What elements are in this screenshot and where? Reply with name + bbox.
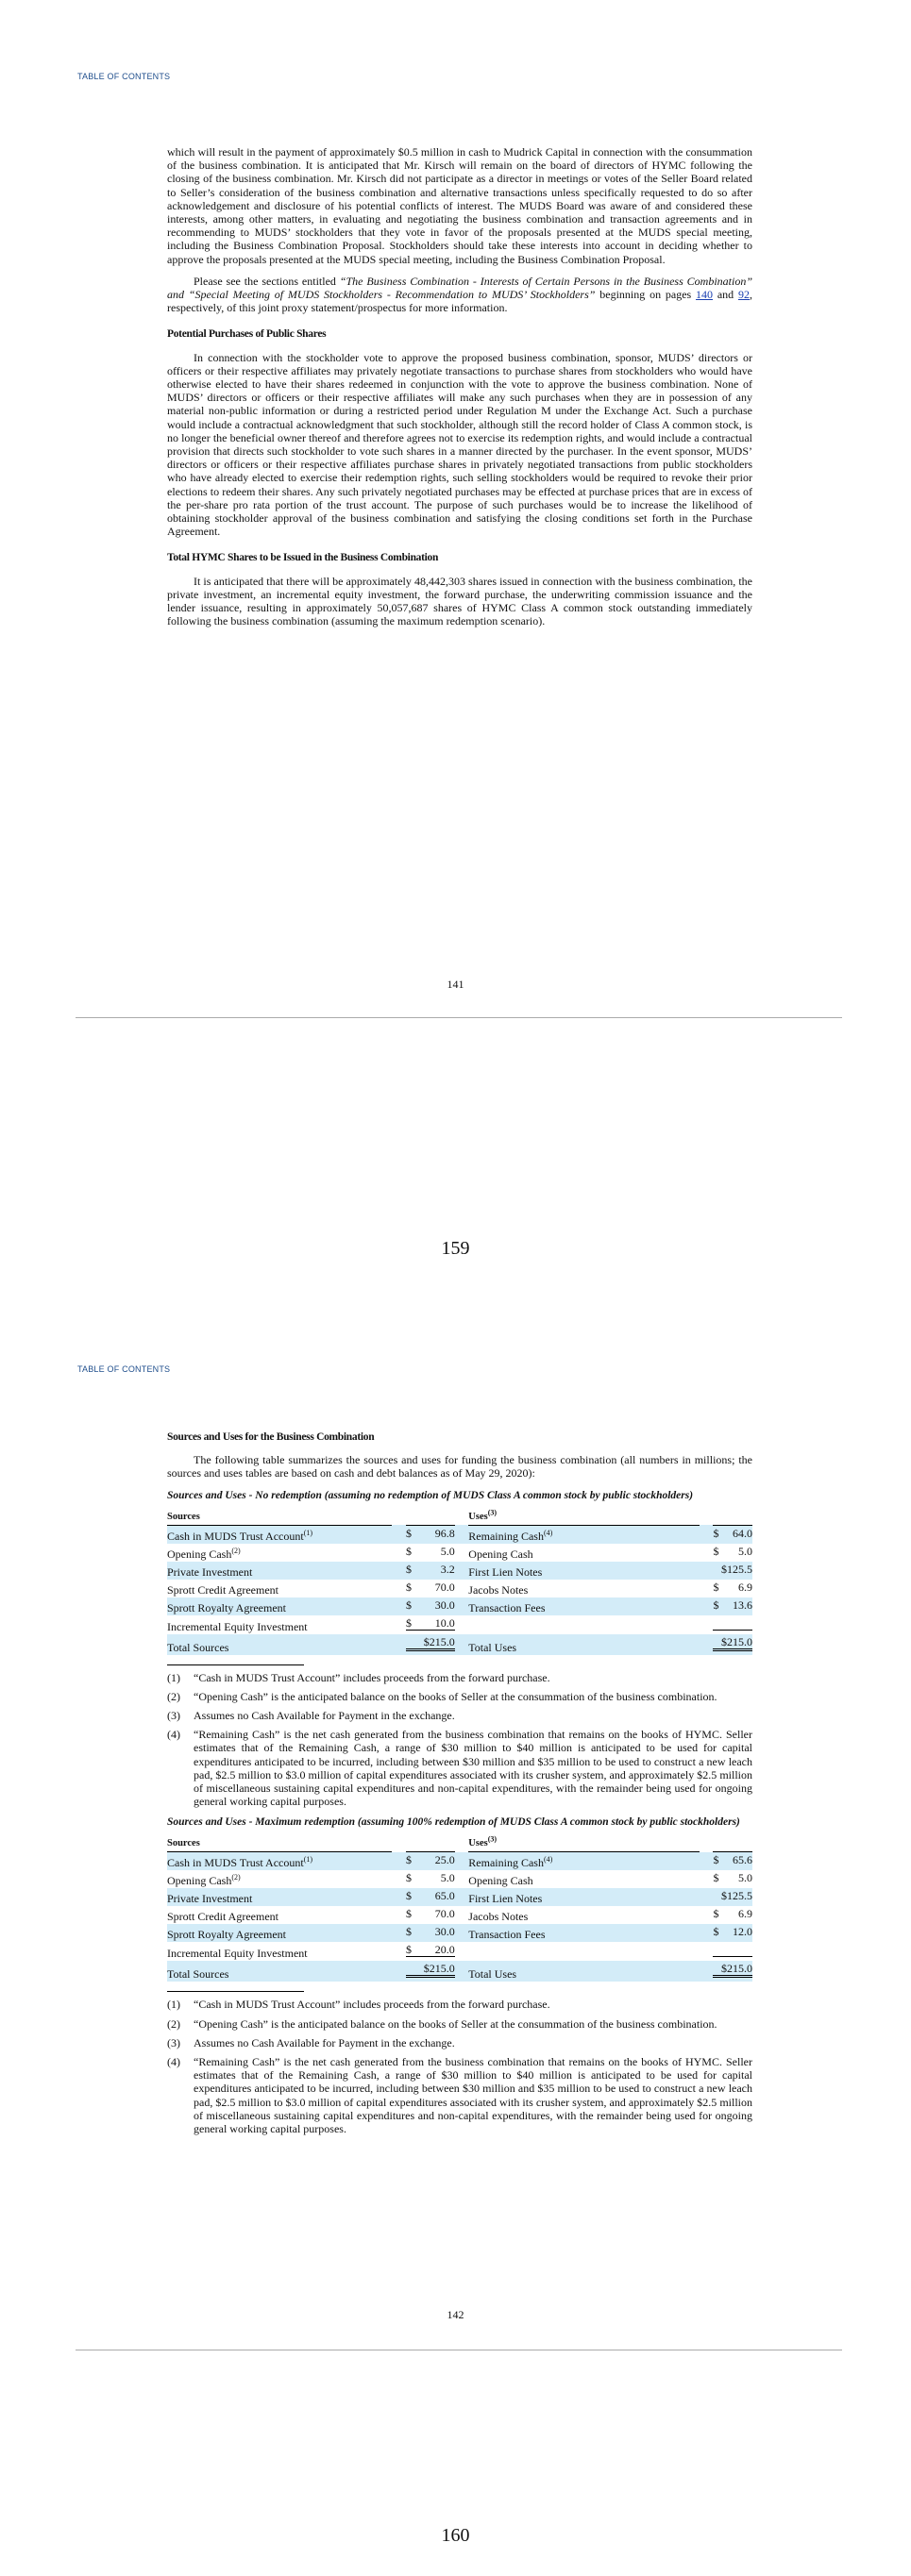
heading-total-hymc-shares: Total HYMC Shares to be Issued in the Business Combination (167, 552, 439, 564)
source-amount (406, 1615, 455, 1634)
amount-value: $215.0 (721, 1962, 752, 1976)
cell-spacer (455, 1888, 469, 1906)
source-label (167, 1924, 392, 1942)
cell-spacer (455, 1615, 469, 1634)
cell-spacer (455, 1544, 469, 1562)
use-label (468, 1525, 700, 1544)
amount-box (406, 1563, 455, 1576)
amount-box (406, 1598, 455, 1612)
cell-spacer (455, 1597, 469, 1615)
dollar-sign: $ (713, 1853, 719, 1867)
source-label (167, 1961, 392, 1982)
dollar-sign: $ (405, 1889, 412, 1903)
header-spacer (700, 1836, 714, 1852)
amount-box (713, 1871, 752, 1884)
dollar-sign: $ (405, 1526, 412, 1540)
column-header-uses (468, 1510, 700, 1526)
use-label (468, 1597, 700, 1615)
cell-spacer (700, 1942, 714, 1961)
use-label (468, 1924, 700, 1942)
footnote-ref: (3) (487, 1508, 498, 1517)
dollar-sign: $ (713, 1597, 719, 1612)
amount-box (713, 1889, 752, 1902)
cell-spacer (700, 1597, 714, 1615)
use-name: Opening Cash (468, 1547, 533, 1561)
source-amount (406, 1544, 455, 1562)
dollar-sign: $ (405, 1943, 412, 1957)
section-titles: “The Business Combination - Interests of Certain Persons in the Business Combination” and “Special Meeting of MUDS Stockholders - Recommendation to MUDS’ Stockholders” (167, 274, 752, 302)
source-label (167, 1544, 392, 1562)
dollar-sign: $ (713, 1925, 719, 1939)
cell-spacer (392, 1924, 406, 1942)
table-row (167, 1888, 752, 1906)
dollar-sign: $ (405, 1907, 412, 1921)
use-label (468, 1906, 700, 1924)
amount-value: $125.5 (721, 1889, 752, 1903)
amount-value: 6.9 (738, 1907, 752, 1921)
amount-box (713, 1907, 752, 1920)
table-of-contents-link[interactable]: TABLE OF CONTENTS (77, 72, 171, 81)
header-spacer (392, 1836, 406, 1852)
cell-spacer (392, 1888, 406, 1906)
cell-spacer (455, 1924, 469, 1942)
footnote-text: “Remaining Cash” is the net cash generated from the business combination that remains on the books of HYMC. Seller estimates that of the Remaining Cash, a range of $30 million to $40 million is anticipated to be used for capital expenditures anticipated to be incurred, including between $30 million and $35 million to be used to construct a new leach pad, $2.5 million to $3.0 million of capital expenditures associated with its crusher system, and approximately $2.5 million of miscellaneous sustaining capital expenditures and non-capital expenditures, with the remainder being used for ongoing general working capital purposes. (194, 2055, 752, 2136)
amount-box (406, 1545, 455, 1558)
cell-spacer (392, 1870, 406, 1888)
header-spacer (406, 1836, 455, 1852)
footnote-mark: (1) (167, 1998, 180, 2012)
source-name: Private Investment (167, 1892, 253, 1906)
footnote (167, 2055, 752, 2135)
column-header-sources: Sources (167, 1836, 392, 1852)
use-label (468, 1544, 700, 1562)
source-name: Private Investment (167, 1564, 253, 1579)
cell-spacer (455, 1942, 469, 1961)
footnote-ref: (4) (543, 1528, 553, 1537)
amount-value: 20.0 (434, 1943, 455, 1957)
cell-spacer (392, 1544, 406, 1562)
amount-value: 10.0 (434, 1615, 455, 1630)
source-label (167, 1634, 392, 1655)
cell-spacer (392, 1562, 406, 1580)
amount-box (713, 1962, 752, 1978)
footnote-text: “Cash in MUDS Trust Account” includes proceeds from the forward purchase. (194, 1670, 550, 1684)
use-label (468, 1615, 700, 1634)
text: , respectively, of this joint proxy statement/prospectus for more information. (167, 288, 752, 315)
amount-box (406, 1527, 455, 1540)
amount-box (406, 1943, 455, 1957)
source-name: Incremental Equity Investment (167, 1619, 308, 1633)
use-name: Total Uses (468, 1967, 517, 1982)
use-amount (713, 1634, 752, 1655)
use-name: First Lien Notes (468, 1564, 543, 1579)
amount-value: 25.0 (434, 1853, 455, 1867)
header-spacer (455, 1836, 469, 1852)
page-divider (76, 1017, 842, 1018)
table-row (167, 1597, 752, 1615)
amount-value: $125.5 (721, 1562, 752, 1576)
table1-title: Sources and Uses - No redemption (assuming no redemption of MUDS Class A common stock by public stockholders) (167, 1489, 694, 1501)
dollar-sign: $ (713, 1544, 719, 1558)
table2-title: Sources and Uses - Maximum redemption (assuming 100% redemption of MUDS Class A common stock by public stockholders) (167, 1816, 740, 1829)
dollar-sign: $ (713, 1526, 719, 1540)
cell-spacer (455, 1961, 469, 1982)
text: beginning on pages (595, 288, 697, 302)
header-spacer (406, 1510, 455, 1526)
source-amount (406, 1597, 455, 1615)
use-amount (713, 1525, 752, 1544)
source-name: Cash in MUDS Trust Account (167, 1856, 304, 1870)
cell-spacer (392, 1634, 406, 1655)
amount-box (713, 1598, 752, 1612)
cell-spacer (700, 1852, 714, 1871)
footnote-mark: (4) (167, 2055, 180, 2069)
cell-spacer (700, 1888, 714, 1906)
source-amount (406, 1580, 455, 1597)
dollar-sign: $ (405, 1615, 412, 1630)
source-amount (406, 1852, 455, 1871)
amount-value: 65.6 (733, 1853, 752, 1867)
table-row (167, 1634, 752, 1655)
source-label (167, 1580, 392, 1597)
cell-spacer (455, 1562, 469, 1580)
amount-value: 6.9 (738, 1580, 752, 1594)
dollar-sign: $ (405, 1544, 412, 1558)
use-amount (713, 1597, 752, 1615)
dollar-sign: $ (713, 1580, 719, 1594)
cell-spacer (700, 1961, 714, 1982)
cell-spacer (392, 1852, 406, 1871)
footnote-ref: (2) (231, 1873, 241, 1882)
table-row (167, 1906, 752, 1924)
source-label (167, 1888, 392, 1906)
dollar-sign: $ (405, 1580, 412, 1594)
header-spacer (455, 1510, 469, 1526)
source-name: Opening Cash (167, 1547, 232, 1561)
use-amount (713, 1924, 752, 1942)
amount-box (406, 1907, 455, 1920)
use-name: Transaction Fees (468, 1600, 546, 1614)
footnote-text: Assumes no Cash Available for Payment in the exchange. (194, 1709, 455, 1723)
amount-value: 96.8 (434, 1526, 455, 1540)
amount-value: $215.0 (721, 1634, 752, 1648)
use-label (468, 1870, 700, 1888)
table-row (167, 1562, 752, 1580)
cell-spacer (455, 1852, 469, 1871)
cell-spacer (700, 1544, 714, 1562)
amount-box (713, 1563, 752, 1576)
footnote-text: “Opening Cash” is the anticipated balance on the books of Seller at the consummation of the business combination. (194, 1689, 717, 1703)
pdf-page-number: 159 (441, 1238, 470, 1259)
cell-spacer (700, 1634, 714, 1655)
cell-spacer (700, 1615, 714, 1634)
footnote (167, 2036, 752, 2049)
source-amount (406, 1525, 455, 1544)
table-row (167, 1924, 752, 1942)
cell-spacer (700, 1525, 714, 1544)
cell-spacer (700, 1870, 714, 1888)
footnote-text: “Cash in MUDS Trust Account” includes proceeds from the forward purchase. (194, 1998, 550, 2012)
use-name: Jacobs Notes (468, 1582, 529, 1597)
use-name: Transaction Fees (468, 1928, 546, 1942)
amount-box (713, 1527, 752, 1540)
source-name: Cash in MUDS Trust Account (167, 1529, 304, 1543)
cell-spacer (700, 1924, 714, 1942)
amount-box (406, 1635, 455, 1651)
source-amount (406, 1888, 455, 1906)
page1-body (167, 145, 752, 637)
column-header-uses (468, 1836, 700, 1852)
source-name: Total Sources (167, 1640, 229, 1654)
dollar-sign: $ (405, 1562, 412, 1576)
use-label (468, 1580, 700, 1597)
page2-body (167, 1430, 752, 2141)
footnote-mark: (2) (167, 1689, 180, 1703)
amount-box (713, 1925, 752, 1938)
cell-spacer (455, 1634, 469, 1655)
amount-box (406, 1616, 455, 1631)
cell-spacer (700, 1580, 714, 1597)
use-name: Opening Cash (468, 1874, 533, 1888)
footnote-text: “Opening Cash” is the anticipated balance on the books of Seller at the consummation of the business combination. (194, 2016, 717, 2031)
amount-value: 5.0 (738, 1871, 752, 1885)
source-amount (406, 1906, 455, 1924)
use-name: First Lien Notes (468, 1892, 543, 1906)
use-amount (713, 1961, 752, 1982)
source-label (167, 1597, 392, 1615)
amount-box (406, 1581, 455, 1594)
dollar-sign: $ (405, 1597, 412, 1612)
amount-value: 30.0 (434, 1925, 455, 1939)
source-amount (406, 1634, 455, 1655)
dollar-sign: $ (713, 1907, 719, 1921)
footnote (167, 1671, 752, 1684)
use-amount (713, 1888, 752, 1906)
footnote-mark: (4) (167, 1728, 180, 1742)
source-label (167, 1562, 392, 1580)
header-spacer (700, 1510, 714, 1526)
footnote-mark: (1) (167, 1670, 180, 1684)
use-name: Remaining Cash (468, 1856, 544, 1870)
amount-value: 5.0 (738, 1544, 752, 1558)
dollar-sign: $ (405, 1853, 412, 1867)
dollar-sign: $ (405, 1871, 412, 1885)
table-row (167, 1852, 752, 1871)
table-row (167, 1961, 752, 1982)
use-name: Total Uses (468, 1640, 517, 1654)
amount-box (406, 1853, 455, 1866)
source-amount (406, 1870, 455, 1888)
footnote-text: “Remaining Cash” is the net cash generated from the business combination that remains on the books of HYMC. Seller estimates that of the Remaining Cash, a range of $30 million to $40 million is anticipated to be used for capital expenditures anticipated to be incurred, including between $30 million and $35 million to be used to construct a new leach pad, $2.5 million to $3.0 million of capital expenditures associated with its crusher system, and approximately $2.5 million of miscellaneous sustaining capital expenditures and non-capital expenditures, with the remainder being used for ongoing general working capital purposes. (194, 1728, 752, 1809)
amount-box (713, 1616, 752, 1631)
footnote-ref: (1) (303, 1855, 313, 1865)
column-header-uses-label: Uses (468, 1511, 488, 1522)
source-name: Total Sources (167, 1967, 229, 1982)
amount-value: 64.0 (733, 1526, 752, 1540)
use-amount (713, 1580, 752, 1597)
footnote-mark: (3) (167, 1709, 180, 1723)
source-name: Opening Cash (167, 1874, 232, 1888)
source-amount (406, 1942, 455, 1961)
amount-value: 3.2 (440, 1562, 455, 1576)
page-link-92[interactable]: 92 (738, 288, 750, 302)
amount-value: 65.0 (434, 1889, 455, 1903)
use-name: Jacobs Notes (468, 1910, 529, 1924)
dollar-sign: $ (405, 1925, 412, 1939)
footnote-ref: (4) (543, 1855, 553, 1865)
amount-box (406, 1925, 455, 1938)
amount-value: 5.0 (440, 1871, 455, 1885)
amount-value: 12.0 (733, 1925, 752, 1939)
use-label (468, 1888, 700, 1906)
use-amount (713, 1942, 752, 1961)
footnote-mark: (2) (167, 2016, 180, 2031)
footnote (167, 1709, 752, 1722)
source-label (167, 1870, 392, 1888)
cell-spacer (700, 1562, 714, 1580)
cell-spacer (700, 1906, 714, 1924)
table-row (167, 1525, 752, 1544)
amount-value: $215.0 (423, 1634, 455, 1648)
cell-spacer (455, 1870, 469, 1888)
source-name: Sprott Credit Agreement (167, 1582, 278, 1597)
text: Please see the sections entitled (194, 274, 340, 288)
use-name: Remaining Cash (468, 1529, 544, 1543)
pdf-page-number: 160 (441, 2525, 470, 2546)
amount-box (406, 1962, 455, 1978)
footnote-ref: (1) (303, 1528, 313, 1537)
text: and (713, 288, 738, 302)
use-label (468, 1634, 700, 1655)
table-row (167, 1544, 752, 1562)
amount-value: 5.0 (440, 1544, 455, 1558)
amount-value: 70.0 (434, 1907, 455, 1921)
cell-spacer (455, 1906, 469, 1924)
source-name: Sprott Royalty Agreement (167, 1928, 286, 1942)
footnote-mark: (3) (167, 2035, 180, 2049)
cell-spacer (392, 1615, 406, 1634)
table-row (167, 1942, 752, 1961)
sources-uses-table-max-redemption (167, 1836, 752, 1982)
paragraph-sources-uses-intro: The following table summarizes the sources and uses for funding the business combination (all numbers in millions; the sources and uses tables are based on cash and debt balances as of May 29, 2020): (167, 1453, 752, 1480)
use-amount (713, 1906, 752, 1924)
cell-spacer (392, 1906, 406, 1924)
page-number: 141 (447, 978, 464, 991)
use-label (468, 1562, 700, 1580)
header-spacer (392, 1510, 406, 1526)
footnote-ref: (2) (231, 1546, 241, 1555)
dollar-sign: $ (713, 1871, 719, 1885)
cell-spacer (392, 1942, 406, 1961)
amount-box (713, 1635, 752, 1651)
heading-potential-purchases: Potential Purchases of Public Shares (167, 328, 327, 341)
source-label (167, 1852, 392, 1871)
amount-value: 70.0 (434, 1580, 455, 1594)
cell-spacer (392, 1961, 406, 1982)
table-row (167, 1615, 752, 1634)
footnote (167, 2017, 752, 2031)
header-spacer (713, 1836, 752, 1852)
use-amount (713, 1870, 752, 1888)
page-link-140[interactable]: 140 (696, 288, 714, 302)
cell-spacer (392, 1580, 406, 1597)
source-name: Sprott Royalty Agreement (167, 1600, 286, 1614)
source-label (167, 1906, 392, 1924)
cell-spacer (455, 1580, 469, 1597)
footnote (167, 1728, 752, 1808)
footnote (167, 1690, 752, 1703)
table-row (167, 1870, 752, 1888)
cell-spacer (455, 1525, 469, 1544)
footnote-rule (167, 1664, 304, 1665)
paragraph-see-sections (167, 275, 752, 315)
amount-box (406, 1871, 455, 1884)
cell-spacer (392, 1597, 406, 1615)
use-amount (713, 1544, 752, 1562)
paragraph-kirsch-interests: which will result in the payment of approximately $0.5 million in cash to Mudrick Capital in connection with the consummation of the business combination. It is anticipated that Mr. Kirsch will remain on the board of directors of HYMC following the closing of the business combination. Mr. Kirsch did not participate as a director in meetings or votes of the Seller Board related to Seller’s consideration of the business combination and alternative transactions unless specifically requested to do so after acknowledgement and disclosure of his potential conflicts of interest. The MUDS Board was aware of and considered these interests, among other matters, in evaluating and negotiating the business combination and transaction agreements and in recommending to MUDS’ stockholders that they vote in favor of the proposals presented at the MUDS special meeting, including the Business Combination Proposal. Stockholders should take these interests into account in deciding whether to approve the proposals presented at the MUDS special meeting, including the Business Combination Proposal. (167, 145, 752, 266)
source-label (167, 1942, 392, 1961)
table-row (167, 1580, 752, 1597)
footnote-ref: (3) (487, 1834, 498, 1844)
source-name: Sprott Credit Agreement (167, 1910, 278, 1924)
use-label (468, 1942, 700, 1961)
column-header-uses-label: Uses (468, 1838, 488, 1849)
table-of-contents-link[interactable]: TABLE OF CONTENTS (77, 1364, 171, 1374)
source-label (167, 1615, 392, 1634)
amount-box (713, 1581, 752, 1594)
amount-box (713, 1853, 752, 1866)
heading-sources-uses: Sources and Uses for the Business Combination (167, 1431, 375, 1443)
footnotes-table1 (167, 1671, 752, 1809)
column-header-sources: Sources (167, 1510, 392, 1526)
source-label (167, 1525, 392, 1544)
source-amount (406, 1562, 455, 1580)
use-label (468, 1852, 700, 1871)
footnotes-table2 (167, 1998, 752, 2135)
footnote-text: Assumes no Cash Available for Payment in the exchange. (194, 2035, 455, 2049)
footnote (167, 1998, 752, 2011)
header-spacer (713, 1510, 752, 1526)
source-amount (406, 1961, 455, 1982)
amount-value: $215.0 (423, 1962, 455, 1976)
amount-value: 30.0 (434, 1597, 455, 1612)
paragraph-total-shares: It is anticipated that there will be approximately 48,442,303 shares issued in connection with the business combination, the private investment, an incremental equity investment, the forward purchase, the underwriting commission issuance and the lender issuance, resulting in approximately 50,057,687 shares of HYMC Class A common stock outstanding immediately following the business combination (assuming the maximum redemption scenario). (167, 574, 752, 628)
paragraph-potential-purchases: In connection with the stockholder vote to approve the proposed business combination, sponsor, MUDS’ directors or officers or their respective affiliates may privately negotiate transactions to purchase shares from stockholders who would have otherwise elected to have their shares redeemed in conjunction with the vote to approve the business combination. None of MUDS’ directors or officers or their respective affiliates will make any such purchases when they are in possession of any material non-public information or during a restricted period under Regulation M under the Exchange Act. Such a purchase would include a contractual acknowledgment that such stockholder, although still the record holder of Class A common stock, is no longer the beneficial owner thereof and therefore agrees not to exercise its redemption rights, and would include a contractual provision that directs such stockholder to vote such shares in a manner directed by the purchaser. In the event sponsor, MUDS’ directors or officers or their respective affiliates purchase shares in privately negotiated transactions from public stockholders who have already elected to exercise their redemption rights, such selling stockholders would be required to revoke their prior elections to redeem their shares. Any such privately negotiated purchases may be effected at purchase prices that are in excess of the per-share pro rata portion of the trust account. The purpose of such purchases would be to increase the likelihood of obtaining stockholder approval of the business combination and satisfying the closing conditions set forth in the Purchase Agreement. (167, 350, 752, 539)
sources-uses-table-no-redemption (167, 1510, 752, 1655)
use-amount (713, 1562, 752, 1580)
use-amount (713, 1852, 752, 1871)
cell-spacer (392, 1525, 406, 1544)
source-name: Incremental Equity Investment (167, 1947, 308, 1961)
amount-box (406, 1889, 455, 1902)
source-amount (406, 1924, 455, 1942)
use-label (468, 1961, 700, 1982)
amount-box (713, 1943, 752, 1957)
page-number: 142 (447, 2308, 464, 2321)
amount-value: 13.6 (733, 1597, 752, 1612)
use-amount (713, 1615, 752, 1634)
amount-box (713, 1545, 752, 1558)
footnote-rule (167, 1991, 304, 1992)
